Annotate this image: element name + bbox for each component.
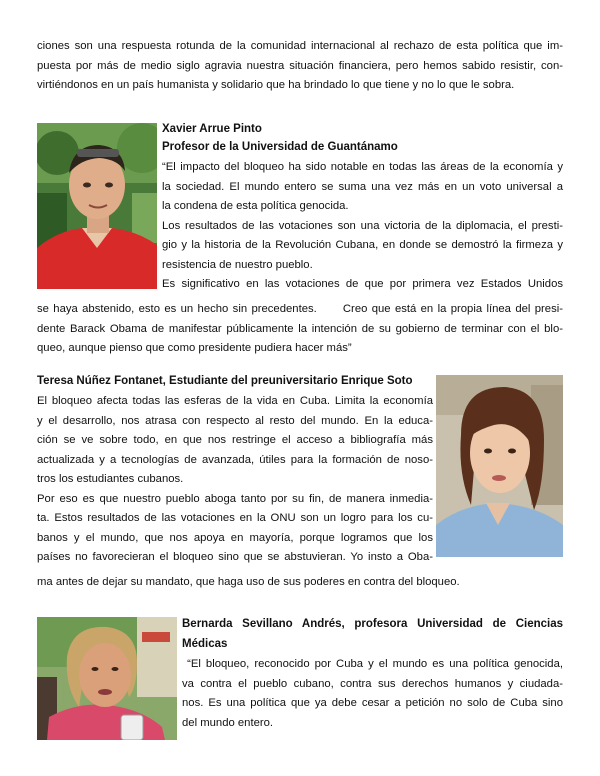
photo-teresa-nunez-fontanet bbox=[436, 375, 563, 557]
person2-quote-line: países no favorecieran el bloqueo sino que se abstuvieran. Yo insto a Oba- bbox=[37, 551, 433, 563]
person1-continued bbox=[37, 300, 563, 359]
person3-quote-line: nos. Es una política que ya debe cesar a petición no solo de Cuba sino bbox=[182, 697, 563, 709]
person1-quote-line: se haya abstenido, esto es un hecho sin precedentes. Creo que está en la propia línea del presi- bbox=[37, 303, 563, 315]
intro-line: puesta por más de medio siglo agravia nuestra situación financiera, pero hemos sabido resistir, con- bbox=[37, 59, 563, 72]
person2-continued bbox=[37, 573, 563, 593]
person1-quote-line: Es significativo en las votaciones de que por primera vez Estados Unidos bbox=[162, 278, 563, 290]
person2-section bbox=[37, 372, 433, 568]
person3-section bbox=[182, 614, 563, 733]
person3-quote-line: va contra el pueblo cubano, contra sus derechos humanos y ciudada- bbox=[182, 677, 563, 690]
person1-name: Xavier Arrue Pinto bbox=[162, 123, 262, 135]
person3-quote-line: del mundo entero. bbox=[182, 716, 274, 729]
photo-xavier-arrue-pinto bbox=[37, 123, 157, 289]
person2-quote-line: ta. Estos resultados de las votaciones en la ONU son un logro para los cu- bbox=[37, 512, 433, 524]
person1-section bbox=[162, 120, 563, 295]
person3-heading-line: Bernarda Sevillano Andrés, profesora Universidad de Ciencias bbox=[182, 618, 563, 630]
person2-quote-line: tros los estudiantes cubanos. bbox=[37, 473, 184, 485]
person2-quote-line: banos y el mundo, que nos apoya en mayoría, porque logramos que los bbox=[37, 531, 433, 544]
person1-quote-line: la condena de esta política genocida. bbox=[162, 200, 349, 212]
intro-paragraph bbox=[37, 37, 563, 96]
person1-quote-line: resistencia de nuestro pueblo. bbox=[162, 258, 313, 271]
person1-quote-line: Los resultados de las votaciones son una victoria de la diplomacia, el presti- bbox=[162, 219, 563, 232]
person2-quote-line: ción se ve sobre todo, en que nos restringe el acceso a bibliografía más bbox=[37, 434, 433, 446]
person2-quote-line: actualizada y a tecnologías de avanzada, útiles para la formación de noso- bbox=[37, 453, 433, 466]
person1-quote-line: la sociedad. El mundo entero se suma una vez más en un voto universal a bbox=[162, 180, 563, 193]
person2-quote-line: y el desarrollo, nos atrasa con respecto al resto del mundo. En la educa- bbox=[37, 414, 433, 427]
person3-heading-line: Médicas bbox=[182, 638, 228, 650]
person1-quote-line: dente Barack Obama de manifestar públicamente la intención de su gobierno de terminar con el blo- bbox=[37, 322, 563, 335]
person1-quote-line: gio y la historia de la Revolución Cubana, en donde se demostró la firmeza y bbox=[162, 239, 563, 251]
person2-quote-line: ma antes de dejar su mandato, que haga uso de sus poderes en contra del bloqueo. bbox=[37, 576, 460, 588]
person1-quote-line: queo, aunque pienso que como presidente pudiera hacer más” bbox=[37, 342, 352, 354]
person1-title: Profesor de la Universidad de Guantánamo bbox=[162, 141, 398, 153]
person3-quote-line: “El bloqueo, reconocido por Cuba y el mundo es una política genocida, bbox=[182, 658, 564, 670]
person1-quote-line: “El impacto del bloqueo ha sido notable en todas las áreas de la economía y bbox=[162, 161, 563, 173]
person2-quote-line: Por eso es que nuestro pueblo aboga tanto por su fin, de manera inmedia- bbox=[37, 492, 433, 505]
photo-bernarda-sevillano-andres bbox=[37, 617, 177, 740]
intro-line: ciones son una respuesta rotunda de la comunidad internacional al rechazo de esta política que im- bbox=[37, 40, 563, 52]
person2-heading: Teresa Núñez Fontanet, Estudiante del preuniversitario Enrique Soto bbox=[37, 375, 413, 387]
person2-quote-line: El bloqueo afecta todas las esferas de la vida en Cuba. Limita la economía bbox=[37, 395, 433, 407]
intro-line: virtiéndonos en un país humanista y solidario que ha brindado lo que tiene y no lo que le sobra. bbox=[37, 79, 515, 91]
